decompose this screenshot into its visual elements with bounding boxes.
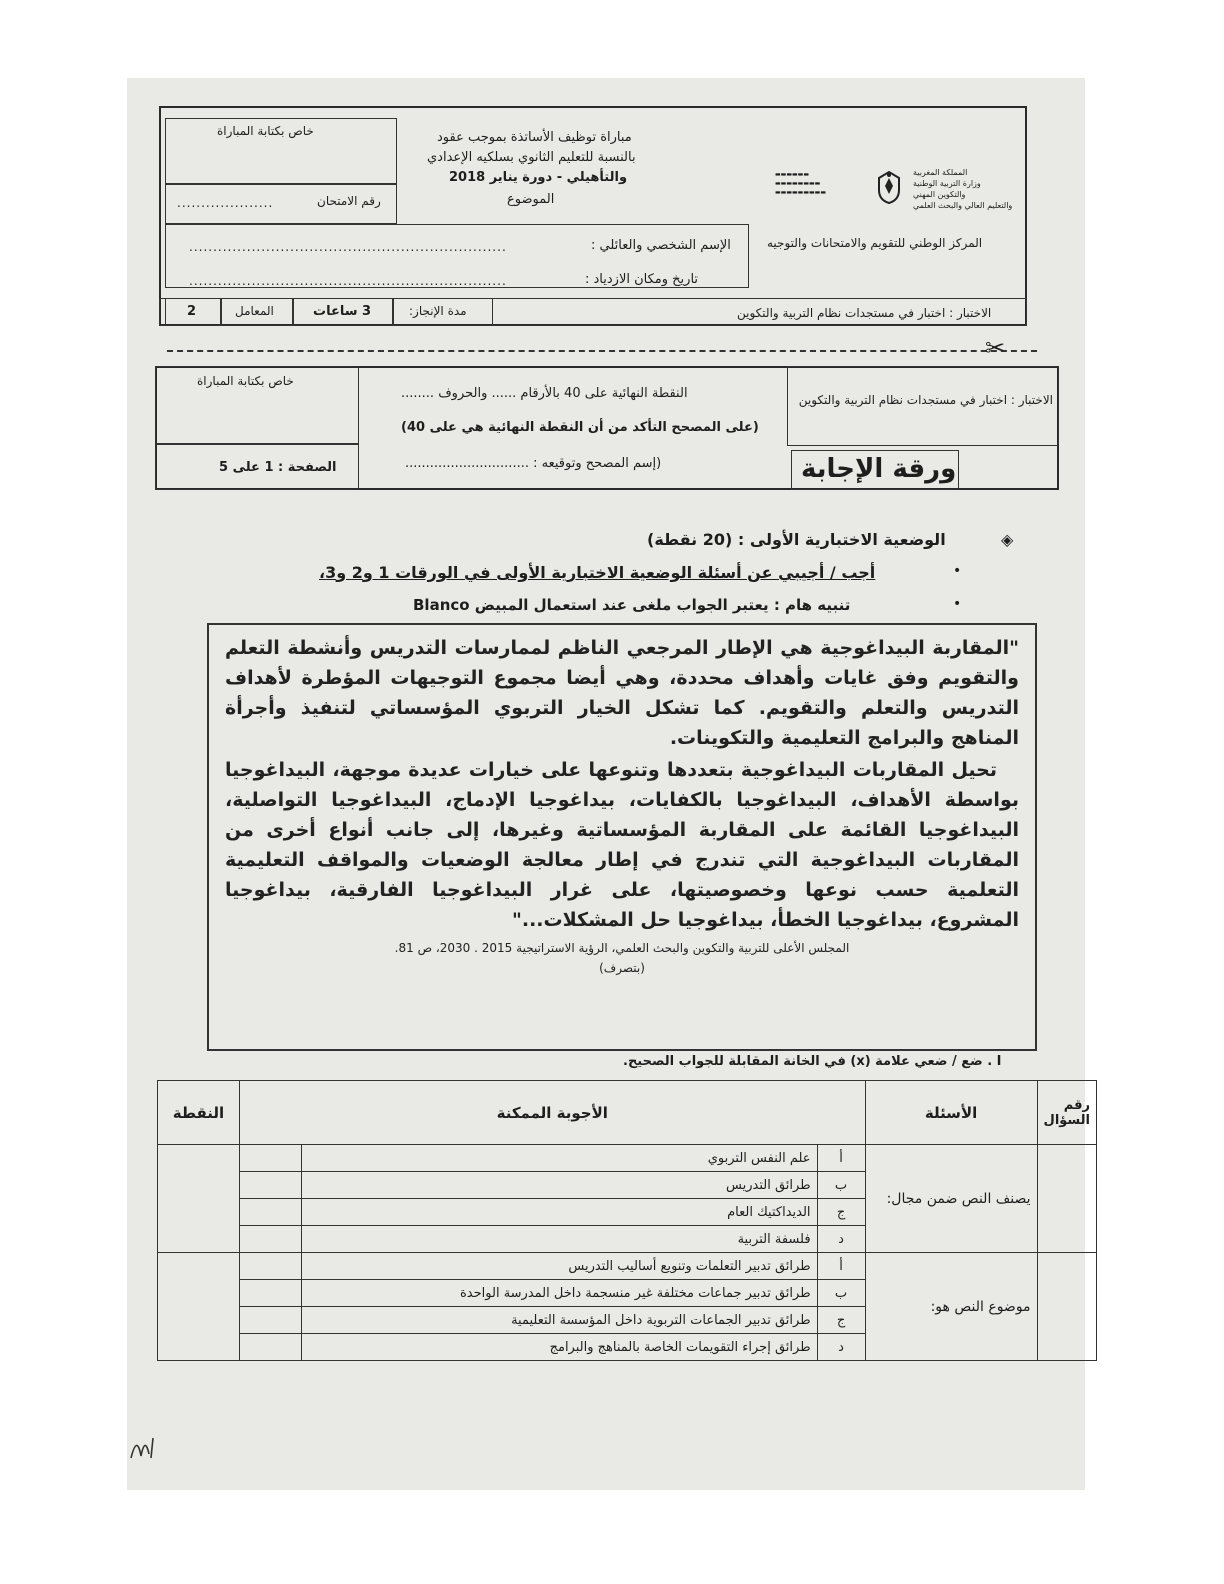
col-header-score: النقطة bbox=[158, 1081, 240, 1145]
section-warning: تنبيه هام : يعتبر الجواب ملغى عند استعمال المبيض Blanco bbox=[413, 596, 851, 614]
q2-answer-box[interactable] bbox=[240, 1307, 302, 1334]
ministry-line-4: والتعليم العالي والبحث العلمي bbox=[913, 201, 1013, 210]
birth-dots: .................................................................. bbox=[189, 274, 507, 288]
q1-option-letter: ب bbox=[817, 1172, 865, 1199]
exam-number-label: رقم الامتحان bbox=[317, 194, 381, 208]
exam-number-dots: .................... bbox=[177, 196, 274, 210]
q2-option-text: طرائق تدبير التعلمات وتنويع أساليب التدريس bbox=[302, 1253, 818, 1280]
passage-source: المجلس الأعلى للتربية والتكوين والبحث العلمي، الرؤية الاستراتيجية 2015 . 2030، ص 81. bbox=[394, 941, 850, 955]
center-name: المركز الوطني للتقويم والامتحانات والتوجيه bbox=[767, 236, 983, 250]
q2-option-letter: ج bbox=[817, 1307, 865, 1334]
q1-answer-box[interactable] bbox=[240, 1172, 302, 1199]
cut-line bbox=[167, 350, 1037, 352]
table-row bbox=[158, 1253, 1097, 1280]
reserved-label: خاص بكتابة المباراة bbox=[217, 124, 314, 138]
scissors-icon: ✂ bbox=[985, 334, 1006, 362]
coef-value: 2 bbox=[187, 304, 197, 319]
exam-title-line-3: والتأهيلي - دورة يناير 2018 bbox=[449, 170, 628, 185]
answer-title: ورقة الإجابة bbox=[801, 454, 957, 484]
coat-of-arms-emblem bbox=[875, 170, 903, 204]
task-instruction: I . ضع / ضعي علامة (x) في الخانة المقابلة للجواب الصحيح. bbox=[623, 1054, 1002, 1069]
table-header-row bbox=[158, 1081, 1097, 1145]
q1-option-letter: ج bbox=[817, 1199, 865, 1226]
q1-option-text: الديداكتيك العام bbox=[302, 1199, 818, 1226]
handwritten-initials bbox=[127, 1428, 161, 1466]
q2-number-cell bbox=[1037, 1253, 1096, 1361]
corrector-sign: (إسم المصحح وتوقيعه : .............................. bbox=[405, 456, 662, 471]
passage-paragraph-2: تحيل المقاربات البيداغوجية بتعددها وتنوعها على خيارات عديدة موجهة، البيداغوجيا بواسطة الأهداف، البيداغوجيا بالكفايات، بيداغوجيا الإدماج، البيداغوجيا التواصلية، البيداغوجيا القائمة على المقاربة المؤسساتية وغيرها، إلى جانب أنواع أخرى من المقاربات البيداغوجية التي تندرج في إطار معالجة الوضعيات والمواقف التعليمية التعلمية حسب نوعها وخصوصيتها، على غرار البيداغوجيا الفارقية، بيداغوجيا المشروع، بيداغوجيا الخطأ، بيداغوجيا حل المشكلات..." bbox=[225, 759, 1019, 931]
q2-question: موضوع النص هو: bbox=[865, 1253, 1037, 1361]
coef-label: المعامل bbox=[235, 304, 274, 318]
exam-title-line-2: بالنسبة للتعليم الثانوي بسلكيه الإعدادي bbox=[427, 150, 636, 165]
q1-question: يصنف النص ضمن مجال: bbox=[865, 1145, 1037, 1253]
ministry-line-1: المملكة المغربية bbox=[913, 168, 968, 177]
exam-title-line-1: مباراة توظيف الأساتذة بموجب عقود bbox=[437, 130, 632, 145]
q2-option-letter: ب bbox=[817, 1280, 865, 1307]
q1-option-text: طرائق التدريس bbox=[302, 1172, 818, 1199]
exam-paper bbox=[127, 78, 1090, 1490]
name-label: الإسم الشخصي والعائلي : bbox=[591, 238, 731, 253]
q2-option-letter: د bbox=[817, 1334, 865, 1361]
section-heading: الوضعية الاختبارية الأولى : (20 نقطة) bbox=[647, 530, 946, 549]
ministry-line-3: والتكوين المهني bbox=[913, 190, 966, 199]
q1-score-cell bbox=[158, 1145, 240, 1253]
q2-option-letter: أ bbox=[817, 1253, 865, 1280]
section-instruction: أجب / أجيبي عن أسئلة الوضعية الاختبارية الأولى في الورقات 1 و2 و3، bbox=[319, 563, 876, 582]
q2-answer-box[interactable] bbox=[240, 1334, 302, 1361]
name-dots: .................................................................. bbox=[189, 240, 507, 254]
birth-label: تاريخ ومكان الازدياد : bbox=[585, 272, 699, 287]
q1-option-text: فلسفة التربية bbox=[302, 1226, 818, 1253]
q1-option-text: علم النفس التربوي bbox=[302, 1145, 818, 1172]
corrector-note: (على المصحح التأكد من أن النقطة النهائية هي على 40) bbox=[401, 420, 759, 435]
passage-paragraph-1: "المقاربة البيداغوجية هي الإطار المرجعي الناظم لممارسات التدريس وأنشطة التعلم والتقويم وفق غايات وأهداف محددة، وهي أيضا مجموع التوجيهات المؤطرة لأهداف التدريس والتعلم والتقويم. كما تشكل الخيار التربوي المؤسساتي لتنفيذ وأجرأة المناهج والبرامج التعليمية والتكوينات. bbox=[225, 637, 1019, 749]
passage-adapted-note: (بتصرف) bbox=[599, 961, 645, 975]
duration-value: 3 ساعات bbox=[313, 304, 372, 319]
q2-score-cell bbox=[158, 1253, 240, 1361]
ministry-latin-lines: ▬▬▬▬▬▬ ▬▬▬▬▬▬▬▬ ▬▬▬▬▬▬▬▬▬ bbox=[775, 171, 827, 196]
q1-option-letter: د bbox=[817, 1226, 865, 1253]
q1-answer-box[interactable] bbox=[240, 1199, 302, 1226]
q2-option-text: طرائق تدبير الجماعات التربوية داخل المؤسسة التعليمية bbox=[302, 1307, 818, 1334]
bullet-icon: • bbox=[953, 596, 962, 612]
reading-passage bbox=[207, 623, 1037, 1051]
answers-table bbox=[157, 1080, 1097, 1361]
exam-title-line-4: الموضوع bbox=[507, 192, 555, 207]
bullet-icon: • bbox=[953, 563, 962, 579]
final-score-line: النقطة النهائية على 40 بالأرقام ...... والحروف ........ bbox=[401, 386, 688, 401]
q1-answer-box[interactable] bbox=[240, 1145, 302, 1172]
q2-option-text: طرائق تدبير جماعات مختلفة غير منسجمة داخل المدرسة الواحدة bbox=[302, 1280, 818, 1307]
subject-label: الاختبار : اختبار في مستجدات نظام التربية والتكوين bbox=[737, 306, 992, 320]
col-header-qnum: رقم السؤال bbox=[1037, 1081, 1096, 1145]
q2-answer-box[interactable] bbox=[240, 1280, 302, 1307]
ministry-line-2: وزارة التربية الوطنية bbox=[913, 179, 981, 188]
q2-answer-box[interactable] bbox=[240, 1253, 302, 1280]
answer-reserved-label: خاص بكتابة المباراة bbox=[197, 374, 294, 388]
page-number: الصفحة : 1 على 5 bbox=[219, 460, 337, 475]
q2-option-text: طرائق إجراء التقويمات الخاصة بالمناهج والبرامج bbox=[302, 1334, 818, 1361]
q1-number-cell bbox=[1037, 1145, 1096, 1253]
col-header-answers: الأجوبة الممكنة bbox=[240, 1081, 866, 1145]
answer-subject: الاختبار : اختبار في مستجدات نظام التربية والتكوين bbox=[798, 393, 1053, 407]
q1-answer-box[interactable] bbox=[240, 1226, 302, 1253]
table-row bbox=[158, 1145, 1097, 1172]
col-header-question: الأسئلة bbox=[865, 1081, 1037, 1145]
diamond-bullet-icon: ◈ bbox=[1001, 530, 1014, 549]
duration-label: مدة الإنجاز: bbox=[409, 304, 467, 318]
q1-option-letter: أ bbox=[817, 1145, 865, 1172]
